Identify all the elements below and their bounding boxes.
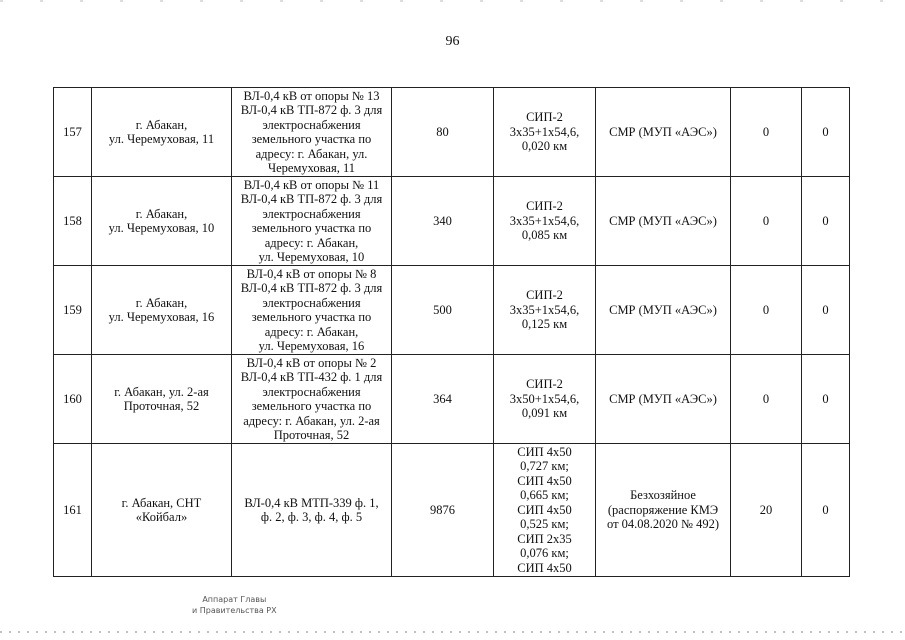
value-cell: 20 (731, 444, 802, 577)
owner-cell: СМР (МУП «АЭС») (596, 177, 731, 266)
owner-cell: Безхозяйное (распоряжение КМЭ от 04.08.2020 № 492) (596, 444, 731, 577)
scan-artifact-top (0, 0, 905, 2)
owner-cell: СМР (МУП «АЭС») (596, 355, 731, 444)
description-cell: ВЛ-0,4 кВ МТП-339 ф. 1, ф. 2, ф. 3, ф. 4, ф. 5 (232, 444, 392, 577)
value-cell: 0 (802, 177, 850, 266)
stamp-line: Аппарат Главы (202, 595, 267, 604)
value-cell: 0 (802, 355, 850, 444)
description-cell: ВЛ-0,4 кВ от опоры № 8 ВЛ-0,4 кВ ТП-872 ф. 3 для электроснабжения земельного участка по адресу: г. Абакан, ул. Черемуховая, 16 (232, 266, 392, 355)
description-cell: ВЛ-0,4 кВ от опоры № 13 ВЛ-0,4 кВ ТП-872 ф. 3 для электроснабжения земельного участка по адресу: г. Абакан, ул. Черемуховая, 11 (232, 88, 392, 177)
description-cell: ВЛ-0,4 кВ от опоры № 2 ВЛ-0,4 кВ ТП-432 ф. 1 для электроснабжения земельного участка по адресу: г. Абакан, ул. 2-ая Проточная, 52 (232, 355, 392, 444)
address-cell: г. Абакан, ул. Черемуховая, 10 (92, 177, 232, 266)
value-cell: 0 (802, 88, 850, 177)
value-cell: 0 (731, 355, 802, 444)
data-table (53, 87, 850, 577)
address-cell: г. Абакан, ул. Черемуховая, 11 (92, 88, 232, 177)
cable-cell: СИП-2 3х35+1х54,6, 0,085 км (494, 177, 596, 266)
cable-cell: СИП 4х50 0,727 км; СИП 4х50 0,665 км; СИП 4х50 0,525 км; СИП 2х35 0,076 км; СИП 4х50 (494, 444, 596, 577)
value-cell: 0 (802, 444, 850, 577)
address-cell: г. Абакан, ул. 2-ая Проточная, 52 (92, 355, 232, 444)
stamp-line: и Правительства РХ (192, 606, 277, 615)
table-row (54, 355, 850, 444)
table-row (54, 266, 850, 355)
scan-artifact-bottom (0, 631, 905, 633)
length-cell: 80 (392, 88, 494, 177)
length-cell: 364 (392, 355, 494, 444)
length-cell: 9876 (392, 444, 494, 577)
row-number-cell: 158 (54, 177, 92, 266)
cable-cell: СИП-2 3х50+1х54,6, 0,091 км (494, 355, 596, 444)
page-number: 96 (445, 34, 460, 49)
value-cell: 0 (731, 88, 802, 177)
row-number-cell: 161 (54, 444, 92, 577)
cable-cell: СИП-2 3х35+1х54,6, 0,020 км (494, 88, 596, 177)
table-row (54, 444, 850, 577)
length-cell: 500 (392, 266, 494, 355)
row-number-cell: 159 (54, 266, 92, 355)
address-cell: г. Абакан, ул. Черемуховая, 16 (92, 266, 232, 355)
row-number-cell: 157 (54, 88, 92, 177)
length-cell: 340 (392, 177, 494, 266)
value-cell: 0 (731, 177, 802, 266)
table-row (54, 88, 850, 177)
description-cell: ВЛ-0,4 кВ от опоры № 11 ВЛ-0,4 кВ ТП-872 ф. 3 для электроснабжения земельного участка по адресу: г. Абакан, ул. Черемуховая, 10 (232, 177, 392, 266)
value-cell: 0 (731, 266, 802, 355)
address-cell: г. Абакан, СНТ «Койбал» (92, 444, 232, 577)
registration-stamp (192, 594, 277, 616)
cable-cell: СИП-2 3х35+1х54,6, 0,125 км (494, 266, 596, 355)
owner-cell: СМР (МУП «АЭС») (596, 88, 731, 177)
value-cell: 0 (802, 266, 850, 355)
table-row (54, 177, 850, 266)
owner-cell: СМР (МУП «АЭС») (596, 266, 731, 355)
row-number-cell: 160 (54, 355, 92, 444)
